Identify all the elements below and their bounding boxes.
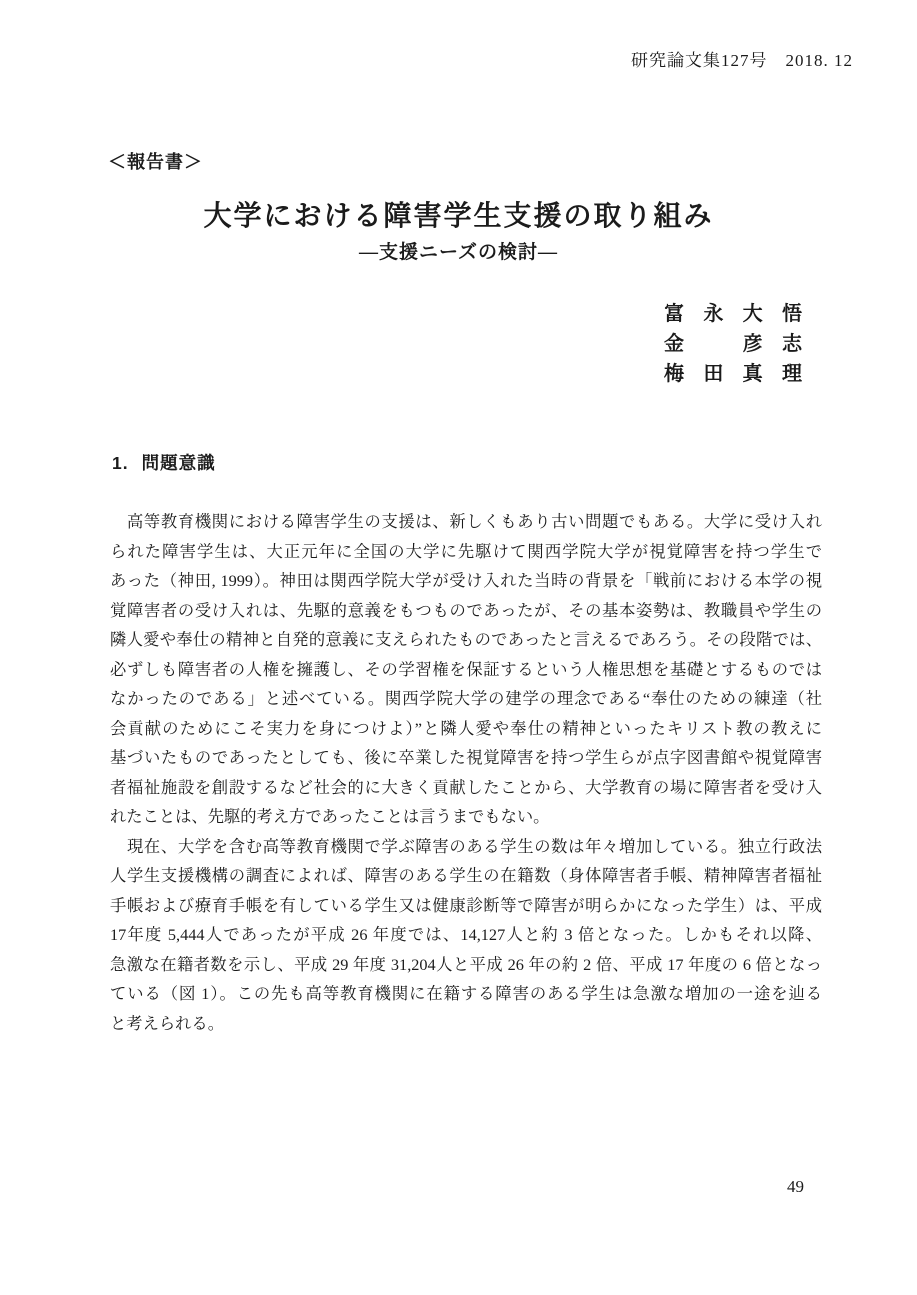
body-line: られた障害学生は、大正元年に全国の大学に先駆けて関西学院大学が視覚障害を持つ学生で <box>110 541 822 561</box>
section-title: 問題意識 <box>141 453 216 473</box>
body-text <box>110 507 822 1038</box>
body-line: 現在、大学を含む高等教育機関で学ぶ障害のある学生の数は年々増加している。独立行政法 <box>110 836 822 856</box>
paper-title: 大学における障害学生支援の取り組み <box>203 201 714 232</box>
report-type-label: ＜報告書＞ <box>108 152 203 172</box>
body-line: 者福祉施設を創設するなど社会的に大きく貢献したことから、大学教育の場に障害者を受け入 <box>110 777 822 797</box>
page-number: 49 <box>787 1177 804 1196</box>
section-heading <box>112 450 216 475</box>
body-line: れたことは、先駆的考え方であったことは言うまでもない。 <box>110 807 550 826</box>
author-name: 富永大悟 <box>664 303 802 325</box>
paper-subtitle: ―支援ニーズの検討― <box>358 242 559 263</box>
body-line: あった（神田, 1999）。神田は関西学院大学が受け入れた当時の背景を「戦前における本学の視 <box>110 571 822 590</box>
body-line: 高等教育機関における障害学生の支援は、新しくもあり古い問題でもある。大学に受け入れ <box>110 512 822 531</box>
author-name: 梅田真理 <box>664 363 802 385</box>
journal-issue-header: 研究論文集127号 2018. 12 <box>631 51 853 70</box>
body-line: 覚障害者の受け入れは、先駆的意義をもつものであったが、その基本姿勢は、教職員や学生の <box>110 600 822 620</box>
body-line: 必ずしも障害者の人権を擁護し、その学習権を保証するという人権思想を基礎とするものでは <box>110 659 822 679</box>
body-line: 17年度 5,444人であったが平成 26 年度では、14,127人と約 3 倍となった。しかもそれ以降、 <box>110 925 822 944</box>
body-line: ている（図 1）。この先も高等教育機関に在籍する障害のある学生は急激な増加の一途を辿る <box>110 984 822 1003</box>
body-line: 人学生支援機構の調査によれば、障害のある学生の在籍数（身体障害者手帳、精神障害者福祉 <box>110 866 822 885</box>
body-line: 隣人愛や奉仕の精神と自発的意義に支えられたものであったと言えるであろう。その段階では、 <box>110 630 822 649</box>
author-block <box>664 299 802 389</box>
body-line: なかったのである」と述べている。関西学院大学の建学の理念である“奉仕のための練達（社 <box>110 689 822 708</box>
author-name: 金 彦志 <box>664 333 802 355</box>
body-line: 基づいたものであったとしても、後に卒業した視覚障害を持つ学生らが点字図書館や視覚障害 <box>110 748 822 767</box>
body-line: 会貢献のためにこそ実力を身につけよ）”と隣人愛や奉仕の精神といったキリスト教の教えに <box>110 718 822 738</box>
body-line: 手帳および療育手帳を有している学生又は健康診断等で障害が明らかになった学生）は、平成 <box>110 895 822 915</box>
section-number: 1. <box>112 453 129 473</box>
body-line: と考えられる。 <box>110 1013 224 1033</box>
body-line: 急激な在籍者数を示し、平成 29 年度 31,204人と平成 26 年の約 2 倍、平成 17 年度の 6 倍となっ <box>110 954 822 974</box>
